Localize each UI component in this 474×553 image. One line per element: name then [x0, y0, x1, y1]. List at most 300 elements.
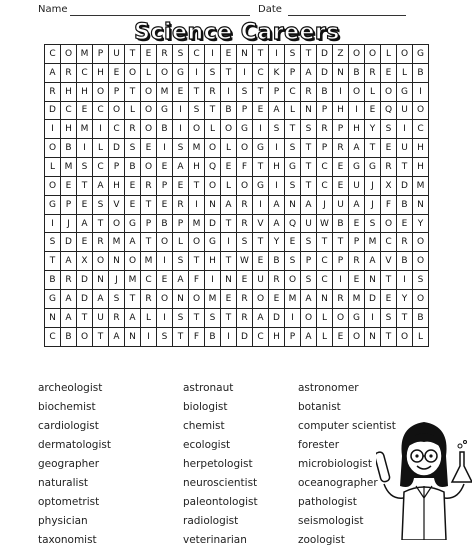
grid-cell[interactable]: A	[301, 290, 317, 309]
grid-cell[interactable]: I	[253, 120, 269, 139]
grid-cell[interactable]: C	[317, 252, 333, 271]
grid-cell[interactable]: O	[365, 45, 381, 64]
grid-cell[interactable]: O	[141, 120, 157, 139]
grid-cell[interactable]: L	[365, 83, 381, 102]
grid-cell[interactable]: M	[125, 271, 141, 290]
grid-cell[interactable]: P	[141, 215, 157, 234]
grid-cell[interactable]: S	[365, 215, 381, 234]
grid-cell[interactable]: S	[301, 233, 317, 252]
grid-cell[interactable]: L	[397, 64, 413, 83]
grid-cell[interactable]: A	[365, 252, 381, 271]
grid-cell[interactable]: A	[109, 328, 125, 347]
grid-cell[interactable]: C	[413, 120, 429, 139]
grid-cell[interactable]: E	[381, 139, 397, 158]
grid-cell[interactable]: T	[397, 309, 413, 328]
grid-cell[interactable]: T	[141, 196, 157, 215]
grid-cell[interactable]: B	[61, 328, 77, 347]
grid-cell[interactable]: E	[173, 177, 189, 196]
grid-cell[interactable]: P	[333, 252, 349, 271]
grid-cell[interactable]: O	[301, 309, 317, 328]
grid-cell[interactable]: G	[253, 139, 269, 158]
grid-cell[interactable]: S	[285, 45, 301, 64]
grid-cell[interactable]: T	[285, 120, 301, 139]
grid-cell[interactable]: C	[93, 102, 109, 121]
grid-cell[interactable]: O	[141, 83, 157, 102]
grid-cell[interactable]: B	[333, 215, 349, 234]
grid-cell[interactable]: S	[125, 139, 141, 158]
grid-cell[interactable]: O	[205, 177, 221, 196]
grid-cell[interactable]: R	[381, 158, 397, 177]
grid-cell[interactable]: U	[253, 271, 269, 290]
grid-cell[interactable]: O	[141, 102, 157, 121]
grid-cell[interactable]: H	[93, 64, 109, 83]
grid-cell[interactable]: R	[61, 271, 77, 290]
grid-cell[interactable]: B	[413, 309, 429, 328]
grid-cell[interactable]: L	[317, 328, 333, 347]
grid-cell[interactable]: S	[269, 120, 285, 139]
grid-cell[interactable]: A	[221, 196, 237, 215]
grid-cell[interactable]: W	[237, 252, 253, 271]
grid-cell[interactable]: B	[205, 328, 221, 347]
grid-cell[interactable]: I	[221, 328, 237, 347]
grid-cell[interactable]: S	[285, 252, 301, 271]
grid-cell[interactable]: G	[253, 177, 269, 196]
grid-cell[interactable]: T	[221, 309, 237, 328]
name-field[interactable]	[70, 15, 250, 16]
grid-cell[interactable]: C	[189, 45, 205, 64]
grid-cell[interactable]: N	[333, 64, 349, 83]
grid-cell[interactable]: I	[205, 45, 221, 64]
grid-cell[interactable]: B	[61, 139, 77, 158]
grid-cell[interactable]: C	[93, 158, 109, 177]
grid-cell[interactable]: T	[221, 64, 237, 83]
grid-cell[interactable]: O	[157, 233, 173, 252]
grid-cell[interactable]: S	[285, 139, 301, 158]
grid-cell[interactable]: O	[189, 120, 205, 139]
grid-cell[interactable]: G	[413, 45, 429, 64]
grid-cell[interactable]: O	[45, 177, 61, 196]
grid-cell[interactable]: O	[349, 328, 365, 347]
grid-cell[interactable]: R	[269, 271, 285, 290]
grid-cell[interactable]: M	[413, 177, 429, 196]
grid-cell[interactable]: S	[381, 120, 397, 139]
grid-cell[interactable]: E	[221, 45, 237, 64]
grid-cell[interactable]: O	[77, 328, 93, 347]
grid-cell[interactable]: E	[253, 102, 269, 121]
grid-cell[interactable]: L	[221, 177, 237, 196]
grid-cell[interactable]: V	[381, 252, 397, 271]
grid-cell[interactable]: M	[205, 290, 221, 309]
grid-cell[interactable]: S	[205, 309, 221, 328]
grid-cell[interactable]: S	[301, 120, 317, 139]
grid-cell[interactable]: C	[317, 158, 333, 177]
grid-cell[interactable]: B	[269, 252, 285, 271]
grid-cell[interactable]: G	[349, 309, 365, 328]
grid-cell[interactable]: M	[189, 139, 205, 158]
grid-cell[interactable]: T	[381, 328, 397, 347]
grid-cell[interactable]: B	[221, 102, 237, 121]
grid-cell[interactable]: I	[205, 271, 221, 290]
grid-cell[interactable]: O	[349, 83, 365, 102]
grid-cell[interactable]: I	[189, 64, 205, 83]
grid-cell[interactable]: A	[269, 196, 285, 215]
grid-cell[interactable]: P	[317, 139, 333, 158]
grid-cell[interactable]: O	[413, 290, 429, 309]
grid-cell[interactable]: L	[413, 328, 429, 347]
grid-cell[interactable]: D	[365, 290, 381, 309]
grid-cell[interactable]: I	[365, 309, 381, 328]
grid-cell[interactable]: R	[301, 83, 317, 102]
grid-cell[interactable]: D	[317, 64, 333, 83]
grid-cell[interactable]: P	[173, 215, 189, 234]
grid-cell[interactable]: P	[269, 83, 285, 102]
grid-cell[interactable]: M	[61, 158, 77, 177]
grid-cell[interactable]: A	[301, 64, 317, 83]
grid-cell[interactable]: V	[109, 196, 125, 215]
grid-cell[interactable]: N	[317, 290, 333, 309]
grid-cell[interactable]: L	[93, 139, 109, 158]
grid-cell[interactable]: Q	[205, 158, 221, 177]
grid-cell[interactable]: R	[333, 290, 349, 309]
grid-cell[interactable]: I	[269, 139, 285, 158]
grid-cell[interactable]: E	[333, 158, 349, 177]
grid-cell[interactable]: N	[413, 196, 429, 215]
grid-cell[interactable]: S	[173, 45, 189, 64]
grid-cell[interactable]: M	[285, 290, 301, 309]
grid-cell[interactable]: I	[173, 120, 189, 139]
grid-cell[interactable]: J	[365, 196, 381, 215]
grid-cell[interactable]: O	[285, 271, 301, 290]
grid-cell[interactable]: A	[61, 309, 77, 328]
grid-cell[interactable]: R	[237, 196, 253, 215]
grid-cell[interactable]: T	[221, 252, 237, 271]
grid-cell[interactable]: K	[269, 64, 285, 83]
grid-cell[interactable]: T	[173, 328, 189, 347]
grid-cell[interactable]: Q	[285, 215, 301, 234]
grid-cell[interactable]: I	[253, 196, 269, 215]
grid-cell[interactable]: M	[141, 252, 157, 271]
grid-cell[interactable]: R	[365, 64, 381, 83]
grid-cell[interactable]: N	[125, 328, 141, 347]
grid-cell[interactable]: T	[253, 233, 269, 252]
grid-cell[interactable]: I	[285, 309, 301, 328]
grid-cell[interactable]: U	[333, 196, 349, 215]
grid-cell[interactable]: F	[189, 328, 205, 347]
grid-cell[interactable]: M	[189, 215, 205, 234]
grid-cell[interactable]: A	[125, 233, 141, 252]
grid-cell[interactable]: U	[349, 177, 365, 196]
grid-cell[interactable]: H	[269, 158, 285, 177]
grid-cell[interactable]: T	[125, 83, 141, 102]
grid-cell[interactable]: B	[397, 252, 413, 271]
grid-cell[interactable]: G	[349, 158, 365, 177]
grid-cell[interactable]: E	[141, 45, 157, 64]
grid-cell[interactable]: I	[93, 120, 109, 139]
grid-cell[interactable]: O	[381, 215, 397, 234]
grid-cell[interactable]: N	[237, 45, 253, 64]
grid-cell[interactable]: F	[381, 196, 397, 215]
grid-cell[interactable]: Y	[397, 290, 413, 309]
grid-cell[interactable]: G	[45, 290, 61, 309]
grid-cell[interactable]: I	[221, 233, 237, 252]
grid-cell[interactable]: B	[125, 158, 141, 177]
grid-cell[interactable]: L	[381, 45, 397, 64]
grid-cell[interactable]: C	[45, 45, 61, 64]
grid-cell[interactable]: A	[77, 215, 93, 234]
grid-cell[interactable]: E	[221, 158, 237, 177]
grid-cell[interactable]: C	[317, 271, 333, 290]
grid-cell[interactable]: A	[45, 64, 61, 83]
grid-cell[interactable]: D	[269, 309, 285, 328]
grid-cell[interactable]: S	[157, 328, 173, 347]
grid-cell[interactable]: L	[141, 64, 157, 83]
grid-cell[interactable]: A	[93, 177, 109, 196]
grid-cell[interactable]: R	[317, 120, 333, 139]
grid-cell[interactable]: O	[381, 83, 397, 102]
grid-cell[interactable]: T	[189, 252, 205, 271]
grid-cell[interactable]: A	[61, 290, 77, 309]
grid-cell[interactable]: T	[301, 177, 317, 196]
grid-cell[interactable]: D	[397, 177, 413, 196]
grid-cell[interactable]: O	[61, 45, 77, 64]
grid-cell[interactable]: N	[221, 271, 237, 290]
grid-cell[interactable]: O	[349, 45, 365, 64]
grid-cell[interactable]: E	[237, 271, 253, 290]
grid-cell[interactable]: P	[109, 83, 125, 102]
grid-cell[interactable]: R	[109, 309, 125, 328]
grid-cell[interactable]: G	[397, 83, 413, 102]
grid-cell[interactable]: T	[365, 139, 381, 158]
grid-cell[interactable]: T	[317, 233, 333, 252]
grid-cell[interactable]: B	[317, 83, 333, 102]
grid-cell[interactable]: C	[109, 120, 125, 139]
grid-cell[interactable]: P	[285, 328, 301, 347]
grid-cell[interactable]: I	[221, 83, 237, 102]
grid-cell[interactable]: M	[77, 45, 93, 64]
grid-cell[interactable]: L	[317, 309, 333, 328]
grid-cell[interactable]: N	[205, 196, 221, 215]
grid-cell[interactable]: I	[77, 139, 93, 158]
grid-cell[interactable]: J	[109, 271, 125, 290]
grid-cell[interactable]: S	[173, 309, 189, 328]
grid-cell[interactable]: S	[109, 290, 125, 309]
grid-cell[interactable]: E	[349, 271, 365, 290]
grid-cell[interactable]: C	[285, 83, 301, 102]
grid-cell[interactable]: H	[61, 120, 77, 139]
grid-cell[interactable]: L	[125, 102, 141, 121]
grid-cell[interactable]: N	[365, 271, 381, 290]
grid-cell[interactable]: S	[381, 309, 397, 328]
grid-cell[interactable]: R	[141, 177, 157, 196]
grid-cell[interactable]: I	[141, 328, 157, 347]
grid-cell[interactable]: E	[157, 196, 173, 215]
grid-cell[interactable]: L	[45, 158, 61, 177]
grid-cell[interactable]: M	[157, 83, 173, 102]
grid-cell[interactable]: E	[285, 233, 301, 252]
grid-cell[interactable]: G	[285, 158, 301, 177]
grid-cell[interactable]: H	[333, 102, 349, 121]
grid-cell[interactable]: C	[141, 271, 157, 290]
grid-cell[interactable]: P	[317, 102, 333, 121]
grid-cell[interactable]: E	[173, 83, 189, 102]
grid-cell[interactable]: G	[125, 215, 141, 234]
grid-cell[interactable]: H	[269, 328, 285, 347]
grid-cell[interactable]: R	[173, 196, 189, 215]
grid-cell[interactable]: P	[237, 102, 253, 121]
grid-cell[interactable]: I	[349, 102, 365, 121]
grid-cell[interactable]: O	[109, 215, 125, 234]
grid-cell[interactable]: E	[365, 102, 381, 121]
grid-cell[interactable]: H	[413, 158, 429, 177]
grid-cell[interactable]: O	[109, 102, 125, 121]
grid-cell[interactable]: I	[157, 252, 173, 271]
grid-cell[interactable]: T	[253, 45, 269, 64]
grid-cell[interactable]: A	[253, 309, 269, 328]
grid-cell[interactable]: T	[125, 290, 141, 309]
grid-cell[interactable]: U	[109, 45, 125, 64]
grid-cell[interactable]: T	[301, 45, 317, 64]
grid-cell[interactable]: A	[125, 309, 141, 328]
grid-cell[interactable]: H	[205, 252, 221, 271]
grid-cell[interactable]: H	[349, 120, 365, 139]
grid-cell[interactable]: C	[45, 328, 61, 347]
date-field[interactable]	[288, 15, 406, 16]
grid-cell[interactable]: T	[221, 215, 237, 234]
grid-cell[interactable]: T	[77, 177, 93, 196]
grid-cell[interactable]: R	[157, 45, 173, 64]
grid-cell[interactable]: T	[205, 102, 221, 121]
grid-cell[interactable]: O	[125, 64, 141, 83]
grid-cell[interactable]: E	[397, 215, 413, 234]
grid-cell[interactable]: I	[45, 120, 61, 139]
grid-cell[interactable]: B	[157, 215, 173, 234]
grid-cell[interactable]: T	[253, 83, 269, 102]
grid-cell[interactable]: P	[61, 196, 77, 215]
grid-cell[interactable]: E	[333, 328, 349, 347]
grid-cell[interactable]: S	[285, 177, 301, 196]
grid-cell[interactable]: S	[413, 271, 429, 290]
grid-cell[interactable]: O	[413, 233, 429, 252]
grid-cell[interactable]: I	[189, 196, 205, 215]
grid-cell[interactable]: S	[45, 233, 61, 252]
grid-cell[interactable]: J	[317, 196, 333, 215]
grid-cell[interactable]: N	[93, 271, 109, 290]
grid-cell[interactable]: L	[141, 309, 157, 328]
grid-cell[interactable]: Q	[381, 102, 397, 121]
grid-cell[interactable]: G	[365, 158, 381, 177]
grid-cell[interactable]: A	[349, 139, 365, 158]
grid-cell[interactable]: N	[45, 309, 61, 328]
grid-cell[interactable]: E	[141, 139, 157, 158]
grid-cell[interactable]: S	[93, 196, 109, 215]
grid-cell[interactable]: U	[397, 139, 413, 158]
grid-cell[interactable]: E	[349, 215, 365, 234]
grid-cell[interactable]: E	[381, 290, 397, 309]
grid-cell[interactable]: T	[189, 309, 205, 328]
grid-cell[interactable]: T	[397, 158, 413, 177]
grid-cell[interactable]: H	[77, 83, 93, 102]
grid-cell[interactable]: Y	[365, 120, 381, 139]
grid-cell[interactable]: W	[317, 215, 333, 234]
grid-cell[interactable]: H	[109, 177, 125, 196]
grid-cell[interactable]: T	[93, 328, 109, 347]
grid-cell[interactable]: A	[269, 102, 285, 121]
grid-cell[interactable]: I	[157, 139, 173, 158]
grid-cell[interactable]: M	[77, 120, 93, 139]
grid-cell[interactable]: E	[109, 64, 125, 83]
grid-cell[interactable]: F	[237, 158, 253, 177]
grid-cell[interactable]: G	[237, 120, 253, 139]
grid-cell[interactable]: D	[109, 139, 125, 158]
grid-cell[interactable]: B	[349, 64, 365, 83]
grid-cell[interactable]: R	[397, 233, 413, 252]
grid-cell[interactable]: I	[157, 309, 173, 328]
grid-cell[interactable]: O	[413, 252, 429, 271]
grid-cell[interactable]: M	[349, 290, 365, 309]
grid-cell[interactable]: A	[173, 271, 189, 290]
grid-cell[interactable]: A	[349, 196, 365, 215]
grid-cell[interactable]: I	[333, 83, 349, 102]
grid-cell[interactable]: D	[77, 290, 93, 309]
grid-cell[interactable]: T	[301, 158, 317, 177]
grid-cell[interactable]: F	[189, 271, 205, 290]
grid-cell[interactable]: R	[45, 83, 61, 102]
grid-cell[interactable]: T	[189, 83, 205, 102]
grid-cell[interactable]: L	[221, 139, 237, 158]
grid-cell[interactable]: O	[237, 177, 253, 196]
grid-cell[interactable]: U	[301, 215, 317, 234]
grid-cell[interactable]: P	[349, 233, 365, 252]
grid-cell[interactable]: A	[301, 328, 317, 347]
grid-cell[interactable]: J	[61, 215, 77, 234]
grid-cell[interactable]: B	[397, 196, 413, 215]
grid-cell[interactable]: O	[189, 233, 205, 252]
grid-cell[interactable]: N	[109, 252, 125, 271]
grid-cell[interactable]: S	[77, 158, 93, 177]
grid-cell[interactable]: E	[221, 290, 237, 309]
grid-cell[interactable]: O	[253, 290, 269, 309]
grid-cell[interactable]: O	[237, 139, 253, 158]
grid-cell[interactable]: S	[237, 233, 253, 252]
grid-cell[interactable]: C	[253, 64, 269, 83]
grid-cell[interactable]: B	[413, 64, 429, 83]
grid-cell[interactable]: E	[125, 177, 141, 196]
grid-cell[interactable]: R	[93, 233, 109, 252]
grid-cell[interactable]: S	[189, 102, 205, 121]
grid-cell[interactable]: A	[61, 252, 77, 271]
grid-cell[interactable]: B	[45, 271, 61, 290]
grid-cell[interactable]: E	[77, 196, 93, 215]
grid-cell[interactable]: S	[205, 64, 221, 83]
grid-cell[interactable]: P	[333, 120, 349, 139]
grid-cell[interactable]: R	[125, 120, 141, 139]
grid-cell[interactable]: S	[173, 139, 189, 158]
grid-cell[interactable]: B	[157, 120, 173, 139]
grid-cell[interactable]: A	[173, 158, 189, 177]
grid-cell[interactable]: I	[397, 120, 413, 139]
grid-cell[interactable]: D	[205, 215, 221, 234]
grid-cell[interactable]: R	[205, 83, 221, 102]
grid-cell[interactable]: H	[413, 139, 429, 158]
grid-cell[interactable]: P	[285, 64, 301, 83]
grid-cell[interactable]: E	[61, 177, 77, 196]
grid-cell[interactable]: R	[61, 64, 77, 83]
grid-cell[interactable]: D	[61, 233, 77, 252]
grid-cell[interactable]: I	[237, 64, 253, 83]
grid-cell[interactable]: E	[77, 233, 93, 252]
grid-cell[interactable]: P	[157, 177, 173, 196]
grid-cell[interactable]: O	[45, 139, 61, 158]
